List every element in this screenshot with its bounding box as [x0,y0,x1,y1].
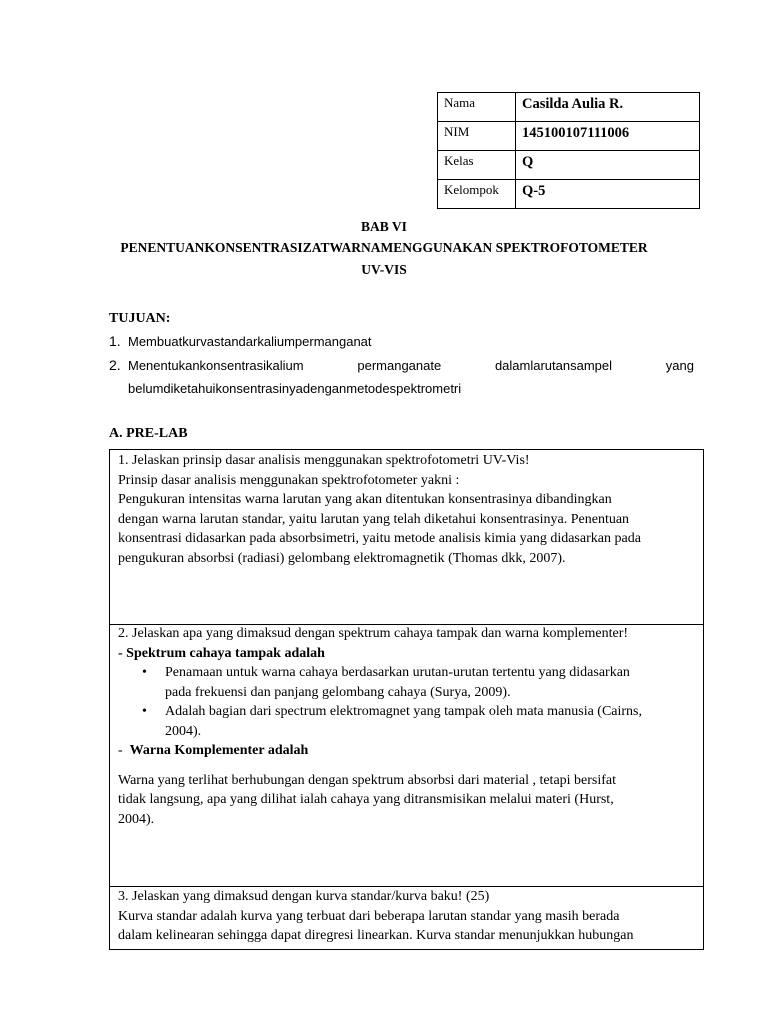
question-text: 2. Jelaskan apa yang dimaksud dengan spektrum cahaya tampak dan warna komplementer! [118,626,629,641]
question-text: 1. Jelaskan prinsip dasar analisis menggunakan spektrofotometri UV-Vis! [118,453,530,468]
identity-table [437,92,700,209]
prelab-heading: A. PRE-LAB [109,426,188,441]
identity-value: Q [516,151,700,180]
question-text: 3. Jelaskan yang dimaksud dengan kurva standar/kurva baku! (25) [118,889,490,904]
chapter-title: PENENTUANKONSENTRASIZATWARNAMENGGUNAKAN SPEKTROFOTOMETER [120,240,648,255]
answer-line: Kurva standar adalah kurva yang terbuat dari beberapa larutan standar yang masih berada [118,908,620,924]
answer-line: pengukuran absorbsi (radiasi) gelombang elektromagnetik (Thomas dkk, 2007). [118,550,566,566]
identity-row-kelas [438,151,700,180]
answer-line: Prinsip dasar analisis menggunakan spektrofotometer yakni : [118,472,460,488]
identity-row-nim [438,122,700,151]
identity-key: NIM [438,122,516,151]
subheading-warna [118,741,695,761]
subheading-warna-text: Warna Komplementer adalah [129,743,309,758]
list-item [165,663,695,702]
identity-value: Q-5 [516,180,700,209]
identity-key: Kelompok [438,180,516,209]
goal-word: permanganate [357,358,442,373]
goal-item-1 [109,333,372,349]
answer-line: Warna yang terlihat berhubungan dengan spektrum absorbsi dari material , tetapi bersifat [118,772,617,788]
answer-line: Pengukuran intensitas warna larutan yang akan ditentukan konsentrasinya dibandingkan [118,492,612,507]
subheading-spektrum: - Spektrum cahaya tampak adalah [118,645,325,661]
goal-word: yang [665,358,694,373]
answer-line: dengan warna larutan standar, yaitu larutan yang telah diketahui konsentrasinya. Penentuan [118,511,630,527]
tujuan-heading: TUJUAN: [109,311,171,326]
identity-value: 145100107111006 [516,122,700,151]
list-item [165,702,695,741]
dash-marker: - [118,743,123,758]
bullet-line: Adalah bagian dari spectrum elektromagnet yang tampak oleh mata manusia (Cairns, [165,704,643,719]
answer-line: 2004). [118,811,155,827]
identity-key: Kelas [438,151,516,180]
bullet-list [118,663,695,741]
goal-item-2-number [109,357,128,373]
goal-item-2-line1 [128,358,694,373]
identity-value: Casilda Aulia R. [516,93,700,122]
answer-line: dalam kelinearan sehingga dapat diregresi linearkan. Kurva standar menunjukkan hubungan [118,928,634,943]
prelab-question-1 [109,449,704,625]
bullet-line: Penamaan untuk warna cahaya berdasarkan urutan-urutan tertentu yang didasarkan [165,665,630,680]
chapter-heading: BAB VI [361,219,407,234]
bullet-line: pada frekuensi dan panjang gelombang cahaya (Surya, 2009). [165,684,511,700]
identity-key: Nama [438,93,516,122]
identity-row-nama [438,93,700,122]
bullet-line: 2004). [165,723,202,739]
chapter-title-line2: UV-VIS [361,262,407,277]
answer-line: konsentrasi didasarkan pada absorbsimetri, yaitu metode analisis kimia yang didasarkan pada [118,531,641,546]
goal-number: 1. [109,333,121,349]
prelab-question-3 [109,886,704,950]
goal-text: Membuatkurvastandarkaliumpermanganat [128,334,372,349]
answer-line: tidak langsung, apa yang dilihat ialah cahaya yang ditransmisikan melalui materi (Hurst, [118,792,614,807]
goal-item-2-line2: belumdiketahuikonsentrasinyadenganmetodespektrometri [128,381,462,396]
goal-word: dalamlarutansampel [494,358,613,373]
goal-number: 2. [109,357,121,373]
goal-word: Menentukankonsentrasikalium [128,358,304,373]
identity-row-kelompok [438,180,700,209]
prelab-question-2 [109,624,704,887]
